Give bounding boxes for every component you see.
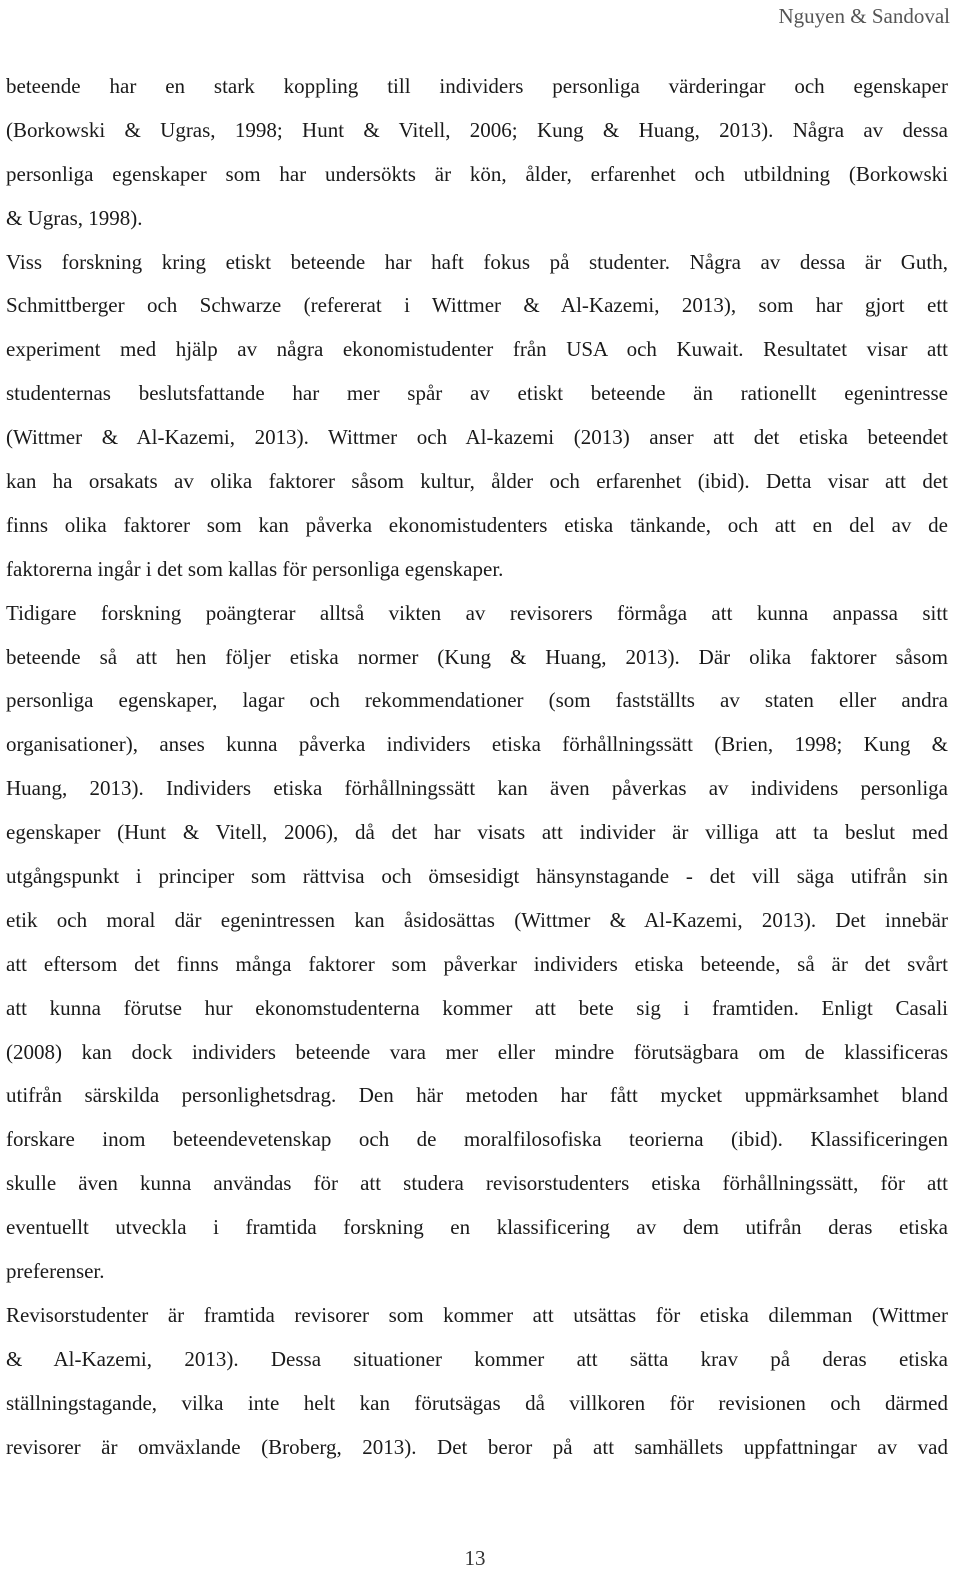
- text-line: studenternas beslutsfattande har mer spår av etiskt beteende än rationellt egenintresse: [6, 381, 948, 406]
- text-line: att kunna förutse hur ekonomstudenterna kommer att bete sig i framtiden. Enligt Casali: [6, 995, 948, 1020]
- text-line: beteende så att hen följer etiska normer (Kung & Huang, 2013). Där olika faktorer såsom: [6, 644, 948, 669]
- page-number: 13: [464, 1546, 486, 1570]
- text-line: beteende har en stark koppling till individers personliga värderingar och egenskaper: [6, 74, 948, 98]
- text-line: personliga egenskaper som har undersökts är kön, ålder, erfarenhet och utbildning (Borkowski: [6, 161, 948, 186]
- text-line: (Borkowski & Ugras, 1998; Hunt & Vitell, 2006; Kung & Huang, 2013). Några av dessa: [6, 117, 948, 142]
- text-line: personliga egenskaper, lagar och rekommendationer (som fastställts av staten eller andra: [6, 688, 948, 713]
- text-line: ställningstagande, vilka inte helt kan förutsägas då villkoren för revisionen och därmed: [6, 1390, 948, 1415]
- text-line: revisorer är omväxlande (Broberg, 2013). Det beror på att samhällets uppfattningar av vad: [6, 1434, 948, 1459]
- text-line: & Ugras, 1998).: [6, 205, 143, 230]
- text-line: organisationer), anses kunna påverka individers etiska förhållningssätt (Brien, 1998; Kung &: [6, 732, 948, 757]
- text-line: forskare inom beteendevetenskap och de moralfilosofiska teorierna (ibid). Klassificeringen: [6, 1127, 948, 1152]
- text-line: utgångspunkt i principer som rättvisa och ömsesidigt hänsynstagande - det vill säga utifrån sin: [6, 864, 948, 889]
- text-line: utifrån särskilda personlighetsdrag. Den här metoden har fått mycket uppmärksamhet bland: [6, 1083, 948, 1108]
- body-text: [6, 72, 948, 1477]
- text-line: (2008) kan dock individers beteende vara mer eller mindre förutsägbara om de klassificeras: [6, 1039, 948, 1064]
- text-line: Revisorstudenter är framtida revisorer som kommer att utsättas för etiska dilemman (Wittmer: [6, 1302, 948, 1327]
- text-line: finns olika faktorer som kan påverka ekonomistudenters etiska tänkande, och att en del av de: [6, 512, 948, 537]
- text-line: faktorerna ingår i det som kallas för personliga egenskaper.: [6, 556, 504, 581]
- text-line: preferenser.: [6, 1259, 105, 1284]
- text-line: Huang, 2013). Individers etiska förhållningssätt kan även påverkas av individens personliga: [6, 776, 948, 801]
- text-line: Viss forskning kring etiskt beteende har haft fokus på studenter. Några av dessa är Guth,: [6, 249, 948, 274]
- text-line: etik och moral där egenintressen kan åsidosättas (Wittmer & Al-Kazemi, 2013). Det innebär: [6, 907, 948, 932]
- text-line: & Al-Kazemi, 2013). Dessa situationer kommer att sätta krav på deras etiska: [6, 1346, 948, 1371]
- text-line: Schmittberger och Schwarze (refererat i Wittmer & Al-Kazemi, 2013), som har gjort ett: [6, 293, 948, 318]
- text-line: att eftersom det finns många faktorer som påverkar individers etiska beteende, så är det svårt: [6, 951, 948, 976]
- text-line: kan ha orsakats av olika faktorer såsom kultur, ålder och erfarenhet (ibid). Detta visar att det: [6, 469, 948, 494]
- text-line: Tidigare forskning poängterar alltså vikten av revisorers förmåga att kunna anpassa sitt: [6, 600, 948, 625]
- running-head: Nguyen & Sandoval: [778, 4, 950, 28]
- text-line: skulle även kunna användas för att studera revisorstudenters etiska förhållningssätt, för att: [6, 1171, 948, 1196]
- text-line: eventuellt utveckla i framtida forskning en klassificering av dem utifrån deras etiska: [6, 1215, 948, 1240]
- text-line: egenskaper (Hunt & Vitell, 2006), då det har visats att individer är villiga att ta beslut med: [6, 820, 948, 845]
- text-line: (Wittmer & Al-Kazemi, 2013). Wittmer och Al-kazemi (2013) anser att det etiska beteendet: [6, 425, 948, 450]
- text-line: experiment med hjälp av några ekonomistudenter från USA och Kuwait. Resultatet visar att: [6, 337, 948, 362]
